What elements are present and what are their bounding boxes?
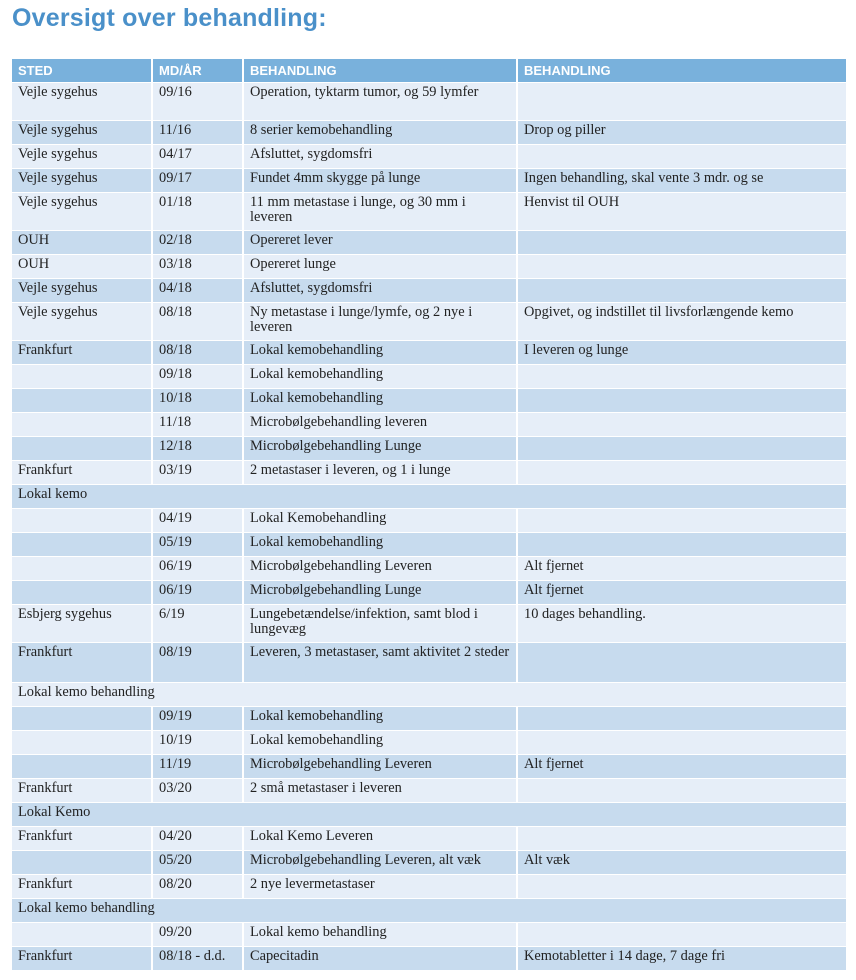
treatment-cell: Capecitadin xyxy=(244,947,518,970)
note-cell xyxy=(518,413,846,436)
section-label-cell: Lokal kemo behandling xyxy=(18,900,155,916)
sted-cell: Frankfurt xyxy=(12,947,153,970)
sted-cell xyxy=(12,557,153,580)
table-body xyxy=(12,83,846,971)
sted-cell: Vejle sygehus xyxy=(12,169,153,192)
note-cell xyxy=(518,509,846,532)
note-cell xyxy=(518,231,846,254)
treatment-cell: Opereret lunge xyxy=(244,255,518,278)
table-row xyxy=(12,557,846,581)
treatment-table xyxy=(12,59,846,971)
table-row xyxy=(12,581,846,605)
date-cell: 03/20 xyxy=(153,779,244,802)
date-cell: 09/17 xyxy=(153,169,244,192)
treatment-cell: Lokal kemobehandling xyxy=(244,707,518,730)
table-row xyxy=(12,303,846,341)
date-cell: 08/19 xyxy=(153,643,244,682)
table-row xyxy=(12,827,846,851)
sted-cell: Frankfurt xyxy=(12,875,153,898)
treatment-cell: Lokal kemobehandling xyxy=(244,365,518,388)
note-cell xyxy=(518,643,846,682)
table-row xyxy=(12,643,846,683)
sted-cell xyxy=(12,533,153,556)
header-behandling-2: BEHANDLING xyxy=(524,63,611,78)
date-cell: 03/19 xyxy=(153,461,244,484)
table-row xyxy=(12,707,846,731)
date-cell: 09/18 xyxy=(153,365,244,388)
date-cell: 03/18 xyxy=(153,255,244,278)
note-cell: Drop og piller xyxy=(524,122,606,138)
header-md-aar: MD/ÅR xyxy=(153,59,244,82)
treatment-cell: Microbølgebehandling Leveren xyxy=(244,755,518,778)
table-row xyxy=(12,485,846,509)
note-cell xyxy=(518,279,846,302)
table-row xyxy=(12,365,846,389)
header-sted: STED xyxy=(12,59,153,82)
treatment-cell: Leveren, 3 metastaser, samt aktivitet 2 steder xyxy=(244,643,518,682)
table-row xyxy=(12,169,846,193)
table-row xyxy=(12,683,846,707)
treatment-cell: Afsluttet, sygdomsfri xyxy=(244,279,518,302)
table-row xyxy=(12,279,846,303)
date-cell: 06/19 xyxy=(153,557,244,580)
note-cell: Ingen behandling, skal vente 3 mdr. og se xyxy=(524,170,764,186)
table-header-row xyxy=(12,59,846,83)
treatment-cell: Operation, tyktarm tumor, og 59 lymfer xyxy=(244,83,518,120)
treatment-cell: Microbølgebehandling Leveren, alt væk xyxy=(244,851,518,874)
date-cell: 08/18 - d.d. xyxy=(153,947,244,970)
sted-cell: Frankfurt xyxy=(12,779,153,802)
table-row xyxy=(12,779,846,803)
sted-cell: Vejle sygehus xyxy=(12,121,153,144)
sted-cell: Vejle sygehus xyxy=(12,279,153,302)
note-cell xyxy=(518,437,846,460)
section-label-cell: Lokal kemo behandling xyxy=(18,684,155,700)
sted-cell: Frankfurt xyxy=(12,461,153,484)
table-row xyxy=(12,255,846,279)
table-row xyxy=(12,851,846,875)
sted-cell: Vejle sygehus xyxy=(12,145,153,168)
table-row xyxy=(12,875,846,899)
treatment-cell: 8 serier kemobehandling xyxy=(244,121,518,144)
treatment-cell: Lokal kemobehandling xyxy=(244,731,518,754)
sted-cell xyxy=(12,581,153,604)
sted-cell: Frankfurt xyxy=(12,643,153,682)
treatment-cell: Microbølgebehandling Leveren xyxy=(244,557,518,580)
treatment-cell: Lokal kemo behandling xyxy=(244,923,518,946)
table-row xyxy=(12,731,846,755)
note-cell: Henvist til OUH xyxy=(524,194,620,210)
sted-cell xyxy=(12,365,153,388)
note-cell xyxy=(518,779,846,802)
table-row xyxy=(12,145,846,169)
date-cell: 08/20 xyxy=(153,875,244,898)
date-cell: 11/19 xyxy=(153,755,244,778)
sted-cell xyxy=(12,509,153,532)
sted-cell: Vejle sygehus xyxy=(12,303,153,340)
treatment-cell: Ny metastase i lunge/lymfe, og 2 nye i leveren xyxy=(244,303,518,340)
sted-cell xyxy=(12,413,153,436)
treatment-cell: Microbølgebehandling leveren xyxy=(244,413,518,436)
date-cell: 11/16 xyxy=(153,121,244,144)
date-cell: 04/19 xyxy=(153,509,244,532)
note-cell: Alt fjernet xyxy=(524,756,584,772)
table-row xyxy=(12,341,846,365)
date-cell: 10/19 xyxy=(153,731,244,754)
note-cell: I leveren og lunge xyxy=(524,342,629,358)
table-row xyxy=(12,461,846,485)
table-row xyxy=(12,413,846,437)
treatment-cell: Lokal kemobehandling xyxy=(244,389,518,412)
treatment-cell: 11 mm metastase i lunge, og 30 mm i leveren xyxy=(244,193,518,230)
note-cell xyxy=(518,731,846,754)
treatment-cell: Lokal kemobehandling xyxy=(244,341,518,364)
note-cell: 10 dages behandling. xyxy=(524,606,646,622)
treatment-cell: Fundet 4mm skygge på lunge xyxy=(244,169,518,192)
table-row xyxy=(12,533,846,557)
treatment-cell: Microbølgebehandling Lunge xyxy=(244,581,518,604)
note-cell: Alt fjernet xyxy=(524,582,584,598)
table-row xyxy=(12,509,846,533)
sted-cell: Vejle sygehus xyxy=(12,193,153,230)
treatment-cell: 2 metastaser i leveren, og 1 i lunge xyxy=(244,461,518,484)
date-cell: 08/18 xyxy=(153,303,244,340)
sted-cell: Vejle sygehus xyxy=(12,83,153,120)
date-cell: 09/19 xyxy=(153,707,244,730)
page-title: Oversigt over behandling: xyxy=(12,4,327,32)
sted-cell xyxy=(12,755,153,778)
date-cell: 08/18 xyxy=(153,341,244,364)
sted-cell: Esbjerg sygehus xyxy=(12,605,153,642)
section-label-cell: Lokal kemo xyxy=(18,486,88,502)
table-row xyxy=(12,923,846,947)
table-row xyxy=(12,605,846,643)
table-row xyxy=(12,231,846,255)
note-cell xyxy=(518,875,846,898)
note-cell xyxy=(518,389,846,412)
sted-cell: Frankfurt xyxy=(12,827,153,850)
note-cell xyxy=(518,461,846,484)
date-cell: 01/18 xyxy=(153,193,244,230)
treatment-cell: Lokal Kemobehandling xyxy=(244,509,518,532)
note-cell xyxy=(518,707,846,730)
treatment-cell: 2 nye levermetastaser xyxy=(244,875,518,898)
table-row xyxy=(12,121,846,145)
note-cell xyxy=(518,365,846,388)
note-cell: Kemotabletter i 14 dage, 7 dage fri xyxy=(524,948,725,964)
header-behandling: BEHANDLING xyxy=(244,59,518,82)
note-cell xyxy=(518,923,846,946)
table-row xyxy=(12,755,846,779)
date-cell: 12/18 xyxy=(153,437,244,460)
section-label-cell: Lokal Kemo xyxy=(18,804,91,820)
table-row xyxy=(12,83,846,121)
sted-cell xyxy=(12,851,153,874)
note-cell xyxy=(518,145,846,168)
treatment-cell: Opereret lever xyxy=(244,231,518,254)
table-row xyxy=(12,437,846,461)
date-cell: 04/17 xyxy=(153,145,244,168)
sted-cell xyxy=(12,923,153,946)
table-row xyxy=(12,947,846,971)
note-cell xyxy=(518,83,846,120)
treatment-cell: Lokal Kemo Leveren xyxy=(244,827,518,850)
date-cell: 06/19 xyxy=(153,581,244,604)
table-row xyxy=(12,803,846,827)
note-cell: Alt fjernet xyxy=(524,558,584,574)
sted-cell: OUH xyxy=(12,255,153,278)
date-cell: 04/18 xyxy=(153,279,244,302)
sted-cell xyxy=(12,731,153,754)
date-cell: 09/16 xyxy=(153,83,244,120)
note-cell xyxy=(518,533,846,556)
treatment-cell: 2 små metastaser i leveren xyxy=(244,779,518,802)
date-cell: 6/19 xyxy=(153,605,244,642)
date-cell: 05/19 xyxy=(153,533,244,556)
sted-cell xyxy=(12,437,153,460)
treatment-cell: Microbølgebehandling Lunge xyxy=(244,437,518,460)
date-cell: 11/18 xyxy=(153,413,244,436)
note-cell xyxy=(518,827,846,850)
date-cell: 04/20 xyxy=(153,827,244,850)
sted-cell: Frankfurt xyxy=(12,341,153,364)
table-row xyxy=(12,899,846,923)
sted-cell xyxy=(12,389,153,412)
date-cell: 09/20 xyxy=(153,923,244,946)
date-cell: 10/18 xyxy=(153,389,244,412)
date-cell: 02/18 xyxy=(153,231,244,254)
treatment-cell: Afsluttet, sygdomsfri xyxy=(244,145,518,168)
treatment-cell: Lokal kemobehandling xyxy=(244,533,518,556)
sted-cell xyxy=(12,707,153,730)
table-row xyxy=(12,193,846,231)
sted-cell: OUH xyxy=(12,231,153,254)
note-cell: Alt væk xyxy=(524,852,570,868)
table-row xyxy=(12,389,846,413)
treatment-cell: Lungebetændelse/infektion, samt blod i lungevæg xyxy=(244,605,518,642)
note-cell: Opgivet, og indstillet til livsforlængende kemo xyxy=(524,304,794,320)
date-cell: 05/20 xyxy=(153,851,244,874)
note-cell xyxy=(518,255,846,278)
